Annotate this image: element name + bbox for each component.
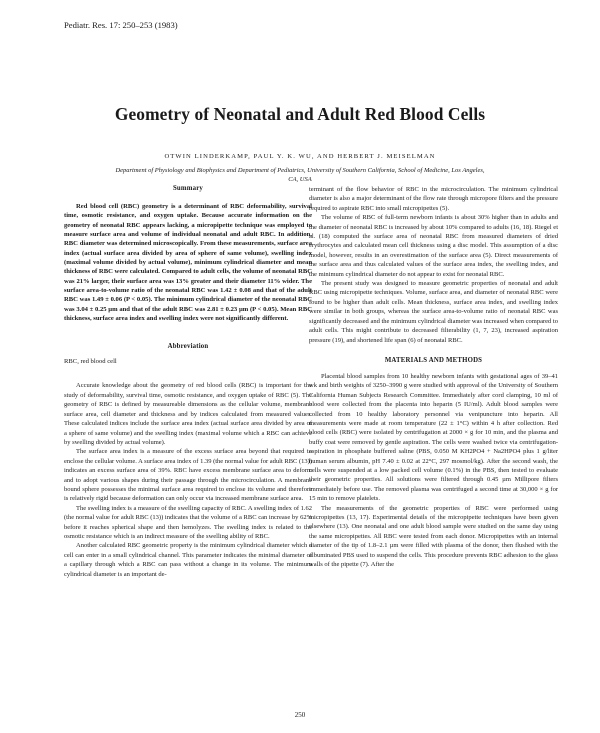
- methods-paragraph: The measurements of the geometric properties of RBC were performed using micropipettes (13, 17). Experimental details of the micropipette techniques have been given elsewhere (13). One neonatal and one adult blood sample were studied on the same day using the same micropipettes. All RBC were tested from each donor. Micropipettes with an internal diameter of the tip of 1.8–2.1 µm were filled with plasma of the donor, then flushed with the albuminated PBS used to suspend the cells. This procedure prevents RBC adhesion to the glass walls of the pipette (7). After the: [309, 504, 558, 569]
- body-paragraph: The present study was designed to measure geometric properties of neonatal and adult RBC using micropipette techniques. Volume, surface area, and diameter of neonatal RBC were found to be higher than adult cells. Mean thickness, surface area index, and swelling index were similar in both groups, whereas the surface area-to-volume ratio of neonatal RBC was significantly decreased and the minimum cylindrical diameter was increased when compared to adult cells. This might contribute to decreased filterability (1, 7, 23), increased aspiration pressure (19), and shortened life span (6) of neonatal RBC.: [309, 280, 558, 344]
- body-paragraph: Another calculated RBC geometric property is the minimum cylindrical diameter which a cell can enter in a small cylindrical channel. This parameter indicates the minimal diameter of a capillary through which a RBC can pass without a change in its volume. The minimum cylindrical diameter is an important de-: [64, 542, 312, 578]
- body-paragraph: Accurate knowledge about the geometry of red blood cells (RBC) is important for the study of deformability, survival time, osmotic resistance, and oxygen uptake of RBC (5). The geometry of RBC is defined by measureable dimensions as the cellular volume, membrane surface area, cell diameter and thickness and by indices calculated from measured values. These calculated indices include the surface area index (actual surface area divided by area of a sphere of same volume) and the swelling index (maximal volume which a RBC can achieve by swelling divided by actual volume).: [64, 382, 312, 446]
- abbreviation-heading: Abbreviation: [167, 343, 209, 351]
- article-title: Geometry of Neonatal and Adult Red Blood Cells: [114, 104, 486, 124]
- author-affiliation: Department of Physiology and Biophysics and Department of Pediatrics, University of Southern California, School of Medicine, Los Angeles, CA, USA: [115, 167, 485, 184]
- journal-citation: Pediatr. Res. 17: 250–253 (1983): [64, 20, 178, 30]
- body-paragraph: terminant of the flow behavior of RBC in the microcirculation. The minimum cylindrical diameter is also a major determinant of the flow rate through micropore filters and the pressure required to aspirate RBC into small micropipettes (5).: [309, 186, 558, 212]
- article-authors: OTWIN LINDERKAMP, PAUL Y. K. WU, AND HERBERT J. MEISELMAN: [164, 153, 436, 160]
- right-column: [309, 185, 558, 569]
- body-paragraph: The surface area index is a measure of the excess surface area beyond that required to enclose the cellular volume. A surface area index of 1.39 (the normal value for adult RBC (13)) indicates an excess surface area of 39%. RBC have excess membrane surface area to deform and to adopt various shapes during their passage through the microcirculation. A membrane bound sphere possesses the minimal surface area required to enclose its volume and therefore is relatively rigid because deformation can only occur via increased membrane surface area.: [64, 448, 312, 503]
- abbreviation-text: RBC, red blood cell: [64, 358, 117, 366]
- body-paragraph: The swelling index is a measure of the swelling capacity of RBC. A swelling index of 1.62 (the normal value for adult RBC (13)) indicates that the volume of a RBC can increase by 62% before it reaches spherical shape and then hemolyzes. The swelling index is related to the osmotic resistance which is an indirect measure of the swelling ability of RBC.: [64, 504, 312, 540]
- page-number: 250: [294, 711, 306, 719]
- body-paragraph: The volume of RBC of full-term newborn infants is about 30% higher than in adults and the diameter of neonatal RBC is increased by about 10% compared to adults (16, 18). Riegel et al. (18) computed the surface area of neonatal RBC from measured diameters of dried erythrocytes and calculated mean cell thickness using a disc model. This assumption of a disc model, however, results in an overestimation of the surface area (5). Direct measurements of the surface area and thus calculated values of the surface area index, the swelling index, and the minimum cylindrical diameter do not appear to exist for neonatal RBC.: [309, 214, 558, 278]
- methods-paragraph: Placental blood samples from 10 healthy newborn infants with gestational ages of 39–41 wk and birth weights of 3250–3990 g were studied with approval of the University of Southern California Human Subjects Research Committee. Immediately after cord clamping, 10 ml of blood were collected from the placenta into heparin (5 IU/ml). Adult blood samples were collected from 10 healthy laboratory personnel via venipuncture into heparin. All measurements were made at room temperature (22 ± 1°C) within 4 h after collection. Red blood cells (RBC) were isolated by centrifugation at 2000 × g for 10 min, and the plasma and buffy coat were removed by gentle aspiration. The cells were washed twice via centrifugation-aspiration in phosphate buffered saline (PBS, 0.050 M KH2PO4 + Na2HPO4 plus 1 g/liter human serum albumin, pH 7.40 ± 0.02 at 22°C, 297 mosmol/kg). After the second wash, the cells were suspended at a low packed cell volume (0.1%) in the PBS, then tested to evaluate their geometric properties. All solutions were filtered through 0.45 µm Millipore filters immediately before use. The removed plasma was centrifuged a second time at 30,000 × g for 15 min to remove platelets.: [309, 372, 558, 503]
- methods-heading: MATERIALS AND METHODS: [384, 356, 483, 364]
- summary-text: Red blood cell (RBC) geometry is a determinant of RBC deformability, survival time, osmotic resistance, and oxygen uptake. Because accurate information on the geometry of neonatal RBC appears lacking, a micropipette technique was employed to measure surface area and volume of individual neonatal and adult RBC. In addition, RBC diameter was determined microscopically. From these measurements, surface area index (actual surface area divided by area of sphere of same volume), swelling index (maximal volume divided by actual volume), minimum cylindrical diameter and mean thickness of RBC were calculated. Compared to adult cells, the volume of neonatal RBC was 21% larger, their surface area was 13% greater and their diameter 11% wider. The surface area-to-volume ratio of the neonatal RBC was 1.42 ± 0.08 and that of the adult RBC was 1.49 ± 0.06 (P < 0.05). The minimum cylindrical diameter of the neonatal RBC was 3.04 ± 0.25 µm and that of the adult RBC was 2.81 ± 0.23 µm (P < 0.05). Mean RBC thickness, surface area index and swelling index were not significantly different.: [64, 203, 312, 323]
- left-column: [64, 185, 312, 579]
- summary-heading: Summary: [172, 185, 204, 192]
